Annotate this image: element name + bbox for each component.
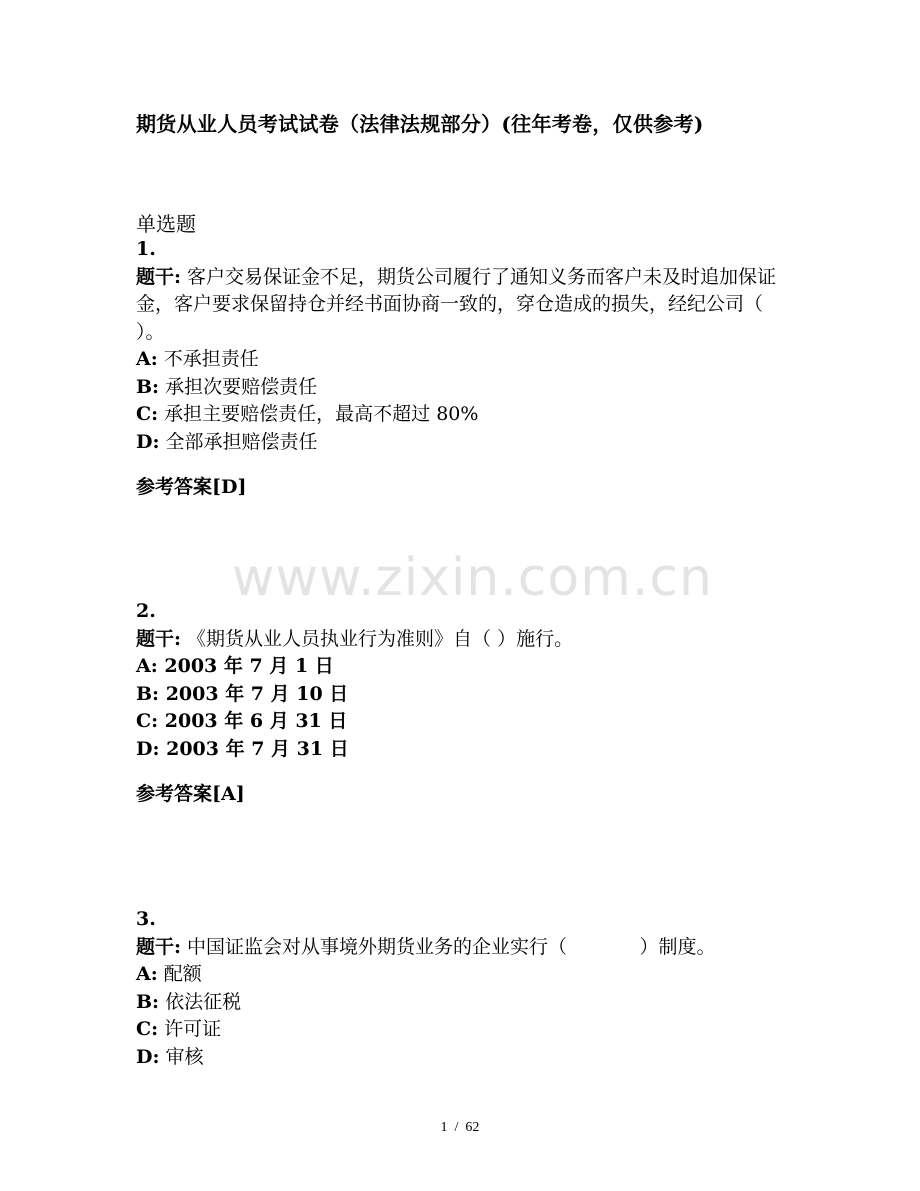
question-number: 1. <box>136 238 156 260</box>
question-number: 3. <box>136 908 156 930</box>
option-c <box>136 401 796 429</box>
option-d <box>136 736 796 764</box>
option-label: C: <box>136 710 159 732</box>
stem-label: 题干: <box>136 935 182 958</box>
option-text: 依法征税 <box>159 990 242 1013</box>
answer-key: 参考答案[A] <box>136 783 245 805</box>
option-label: D: <box>136 430 160 453</box>
question-stem <box>136 264 796 347</box>
option-text: 承担主要赔偿责任，最高不超过 80% <box>158 403 479 425</box>
stem-label: 题干: <box>136 627 182 650</box>
option-text: 2003 年 7 月 1 日 <box>157 655 334 677</box>
option-label: A: <box>136 655 158 677</box>
option-label: B: <box>136 990 160 1013</box>
stem-text: 客户交易保证金不足，期货公司履行了通知义务而客户未及时追加保证金，客户要求保留持仓并经书面协商一致的，穿仓造成的损失，经纪公司（ ）。 <box>136 265 777 343</box>
question-2 <box>136 598 796 809</box>
option-label: D: <box>136 737 160 760</box>
option-text: 2003 年 7 月 10 日 <box>159 682 349 705</box>
question-3 <box>136 906 796 1071</box>
option-text: 承担次要赔偿责任 <box>159 375 318 398</box>
section-heading: 单选题 <box>136 212 196 236</box>
option-a <box>136 346 796 374</box>
stem-label: 题干: <box>136 265 182 288</box>
option-text: 2003 年 6 月 31 日 <box>158 710 348 732</box>
option-b <box>136 374 796 402</box>
question-number: 2. <box>136 600 156 622</box>
option-text: 配额 <box>157 963 202 985</box>
option-label: C: <box>136 1018 159 1040</box>
question-stem <box>136 934 796 962</box>
option-text: 许可证 <box>158 1018 222 1040</box>
option-d <box>136 429 796 457</box>
document-title: 期货从业人员考试试卷（法律法规部分）(往年考卷，仅供参考) <box>136 112 704 136</box>
answer-key: 参考答案[D] <box>136 476 247 498</box>
option-a <box>136 653 796 681</box>
option-c <box>136 708 796 736</box>
stem-text: 《期货从业人员执业行为准则》自（ ）施行。 <box>181 627 574 650</box>
question-stem <box>136 626 796 654</box>
page-number: 1 / 62 <box>440 1120 480 1135</box>
option-b <box>136 989 796 1017</box>
option-label: A: <box>136 348 158 370</box>
option-label: D: <box>136 1045 160 1068</box>
option-text: 全部承担赔偿责任 <box>159 430 318 453</box>
watermark: www.zixin.com.cn <box>232 548 713 608</box>
option-a <box>136 961 796 989</box>
option-text: 审核 <box>159 1045 204 1068</box>
option-label: B: <box>136 375 160 398</box>
stem-text: 中国证监会对从事境外期货业务的企业实行（ ）制度。 <box>181 935 716 958</box>
option-label: A: <box>136 963 158 985</box>
option-label: B: <box>136 682 160 705</box>
question-1 <box>136 236 796 502</box>
option-d <box>136 1044 796 1072</box>
option-b <box>136 681 796 709</box>
option-text: 2003 年 7 月 31 日 <box>159 737 349 760</box>
option-c <box>136 1016 796 1044</box>
option-label: C: <box>136 403 159 425</box>
option-text: 不承担责任 <box>157 348 259 370</box>
